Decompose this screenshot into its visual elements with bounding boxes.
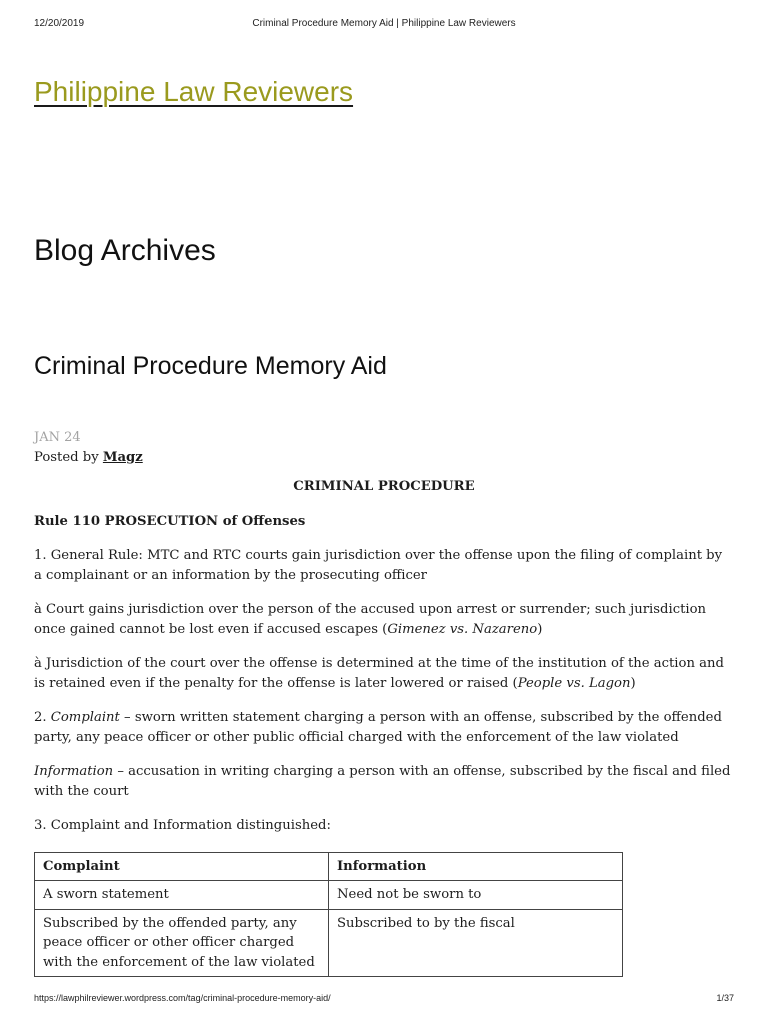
print-url: https://lawphilreviewer.wordpress.com/tag/criminal-procedure-memory-aid/ bbox=[34, 993, 331, 1003]
paragraph-distinguished: 3. Complaint and Information distinguished: bbox=[34, 818, 331, 833]
paragraph-information-definition bbox=[34, 762, 734, 801]
paragraph-text: à Court gains jurisdiction over the person of the accused upon arrest or surrender; such jurisdiction once gained cannot be lost even if accused escapes ( bbox=[34, 602, 707, 637]
case-citation: People vs. Lagon bbox=[517, 675, 631, 691]
table-header-row bbox=[35, 852, 623, 881]
paragraph-general-rule: 1. General Rule: MTC and RTC courts gain jurisdiction over the offense upon the filing of complaint by a complainant or an information by the prosecuting officer bbox=[34, 548, 723, 583]
paragraph-jurisdiction-person bbox=[34, 600, 734, 639]
archive-heading: Blog Archives bbox=[34, 234, 216, 267]
site-title-link[interactable]: Philippine Law Reviewers bbox=[34, 76, 354, 107]
document-heading: CRIMINAL PROCEDURE bbox=[293, 479, 475, 494]
column-header: Complaint bbox=[35, 852, 329, 881]
table-row bbox=[35, 909, 623, 977]
defined-term: Information bbox=[34, 764, 114, 779]
defined-term: Complaint bbox=[50, 710, 120, 725]
item-number: 2. bbox=[34, 710, 51, 725]
table-cell: Subscribed by the offended party, any peace officer or other officer charged with the enforcement of the law violated bbox=[35, 909, 329, 977]
definition-text: – sworn written statement charging a person with an offense, subscribed by the offended party, any peace officer or other public official charged with the enforcement of the law violated bbox=[34, 710, 722, 745]
post-title[interactable]: Criminal Procedure Memory Aid bbox=[34, 352, 387, 380]
table-cell: Need not be sworn to bbox=[329, 881, 623, 910]
table-cell: Subscribed to by the fiscal bbox=[329, 909, 623, 977]
page-number: 1/37 bbox=[716, 993, 734, 1003]
print-page-title: Criminal Procedure Memory Aid | Philippine Law Reviewers bbox=[252, 18, 516, 29]
definition-text: – accusation in writing charging a person with an offense, subscribed by the fiscal and filed with the court bbox=[34, 764, 731, 799]
print-date: 12/20/2019 bbox=[34, 18, 85, 29]
author-link[interactable]: Magz bbox=[102, 449, 143, 465]
posted-by-label: Posted by bbox=[34, 449, 99, 465]
print-header bbox=[34, 18, 734, 32]
column-header: Information bbox=[329, 852, 623, 881]
paragraph-text-end: ) bbox=[537, 621, 543, 637]
paragraph-jurisdiction-offense bbox=[34, 654, 734, 693]
table-row bbox=[35, 881, 623, 910]
table-cell: A sworn statement bbox=[35, 881, 329, 910]
paragraph-text-end: ) bbox=[630, 675, 636, 691]
case-citation: Gimenez vs. Nazareno bbox=[387, 621, 538, 637]
rule-heading: Rule 110 PROSECUTION of Offenses bbox=[34, 513, 306, 529]
comparison-table bbox=[34, 852, 623, 978]
posted-by-line bbox=[34, 448, 734, 468]
post-body bbox=[34, 428, 734, 977]
post-date: JAN 24 bbox=[34, 430, 81, 445]
paragraph-text: à Jurisdiction of the court over the offense is determined at the time of the institution of the action and is retained even if the penalty for the offense is later lowered or raised ( bbox=[34, 656, 724, 691]
print-footer bbox=[34, 993, 734, 1007]
paragraph-complaint-definition bbox=[34, 708, 734, 747]
